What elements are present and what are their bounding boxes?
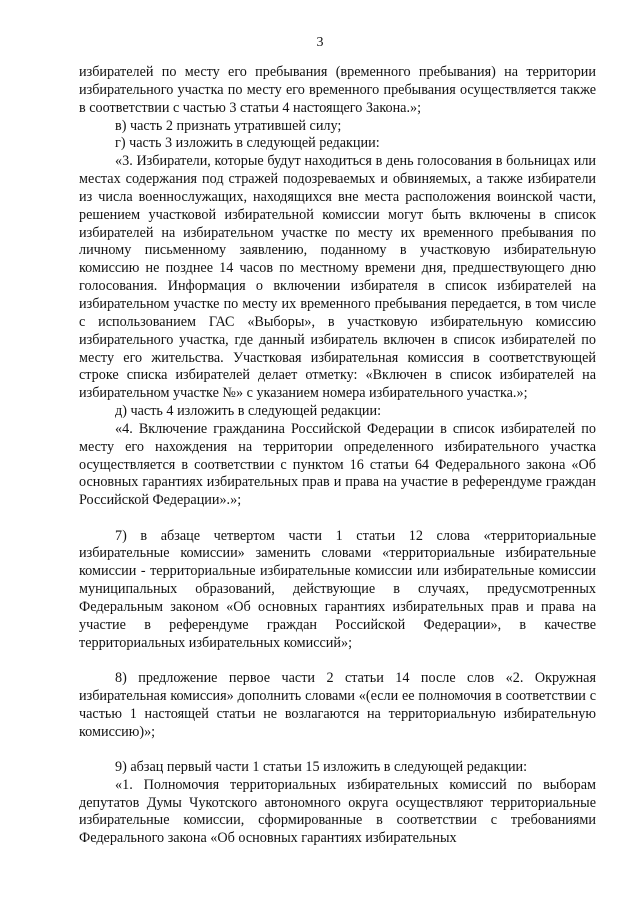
- paragraph-quote-part-4: «4. Включение гражданина Российской Федерации в список избирателей по месту его нахождения на территории определенного избирательного участка осуществляется в соответствии с пунктом 16 статьи 64 Федерального закона «Об основных гарантиях избирательных прав и права на участие в референдуме граждан Российской Федерации».»;: [79, 420, 596, 509]
- document-body: [79, 64, 596, 848]
- paragraph-point-9: 9) абзац первый части 1 статьи 15 изложить в следующей редакции:: [115, 758, 528, 775]
- paragraph-item-v: в) часть 2 признать утратившей силу;: [115, 117, 342, 134]
- paragraph-continuation: избирателей по месту его пребывания (временного пребывания) на территории избирательного участка по месту его временного пребывания осуществляется также в соответствии с частью 3 статьи 4 настоящего Закона.»;: [79, 64, 596, 116]
- paragraph-quote-part-3: «3. Избиратели, которые будут находиться в день голосования в больницах или местах содержания под стражей подозреваемых и обвиняемых, а также избиратели из числа военнослужащих, находящихся вне места расположения воинской части, решением участковой избирательной комиссии могут быть включены в список избирателей на избирательном участке по месту их временного пребывания по личному письменному заявлению, поданному в участковую избирательную комиссию не позднее 14 часов по местному времени дня, предшествующего дню голосования. Информация о включении избирателя в список избирателей на избирательном участке по месту их временного пребывания передается, в том числе с использованием ГАС «Выборы», в участковую избирательную комиссию избирательного участка, где данный избиратель включен в список избирателей по месту его жительства. Участковая избирательная комиссия в соответствующей строке списка избирателей делает отметку: «Включен в список избирателей на избирательном участке №» с указанием номера избирательного участка.»;: [79, 153, 596, 402]
- paragraph-quote-part-1: «1. Полномочия территориальных избирательных комиссий по выборам депутатов Думы Чукотского автономного округа осуществляют территориальные избирательные комиссии, сформированные в соответствии с требованиями Федерального закона «Об основных гарантиях избирательных: [79, 776, 596, 847]
- paragraph-point-7: 7) в абзаце четвертом части 1 статьи 12 слова «территориальные избирательные комиссии» заменить словами «территориальные избирательные комиссии - территориальные избирательные комиссии или избирательные комиссии муниципальных образований, действующие в случаях, предусмотренных Федеральным законом «Об основных гарантиях избирательных прав и права на участие в референдуме граждан Российской Федерации», в качестве территориальных избирательных комиссий»;: [79, 527, 596, 651]
- paragraph-item-g: г) часть 3 изложить в следующей редакции:: [115, 135, 380, 152]
- page-number: 3: [316, 35, 324, 50]
- paragraph-point-8: 8) предложение первое части 2 статьи 14 после слов «2. Окружная избирательная комиссия» дополнить словами «(если ее полномочия в соответствии с частью 1 настоящей статьи не возлагаются на территориальную избирательную комиссию)»;: [79, 670, 596, 740]
- paragraph-item-d: д) часть 4 изложить в следующей редакции:: [115, 403, 382, 420]
